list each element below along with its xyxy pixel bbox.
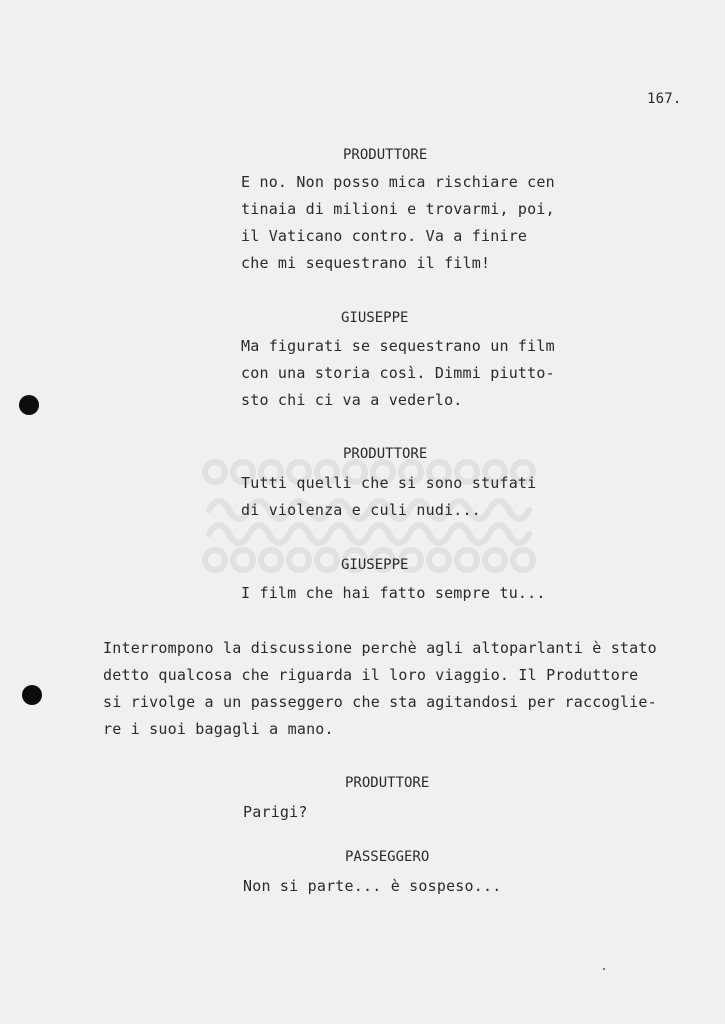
dialogue-line: che mi sequestrano il film! [241,254,491,272]
dialogue-line: il Vaticano contro. Va a finire [241,227,528,245]
dialogue-line: di violenza e culi nudi... [241,501,481,519]
action-line: Interrompono la discussione perchè agli altoparlanti è stato [103,639,657,657]
speaker-name: PRODUTTORE [345,775,430,791]
paper-speck [603,968,605,970]
dialogue-line: Non si parte... è sospeso... [243,877,502,895]
dialogue-line: Tutti quelli che si sono stufati [241,474,537,492]
speaker-name: PRODUTTORE [343,446,428,462]
dialogue-line: sto chi ci va a vederlo. [241,391,463,409]
punch-hole [22,685,42,705]
punch-hole [19,395,39,415]
speaker-name: GIUSEPPE [341,310,409,326]
action-line: detto qualcosa che riguarda il loro viaggio. Il Produttore [103,666,639,684]
page-number: 167. [647,91,682,107]
speaker-name: GIUSEPPE [341,557,409,573]
speaker-name: PRODUTTORE [343,147,428,163]
action-line: re i suoi bagagli a mano. [103,720,334,738]
dialogue-line: con una storia così. Dimmi piutto- [241,364,555,382]
dialogue-line: I film che hai fatto sempre tu... [241,584,546,602]
dialogue-line: tinaia di milioni e trovarmi, poi, [241,200,555,218]
dialogue-line: Ma figurati se sequestrano un film [241,337,555,355]
action-line: si rivolge a un passeggero che sta agitandosi per raccoglie- [103,693,657,711]
dialogue-line: E no. Non posso mica rischiare cen [241,173,555,191]
dialogue-line: Parigi? [243,803,308,821]
speaker-name: PASSEGGERO [345,849,430,865]
